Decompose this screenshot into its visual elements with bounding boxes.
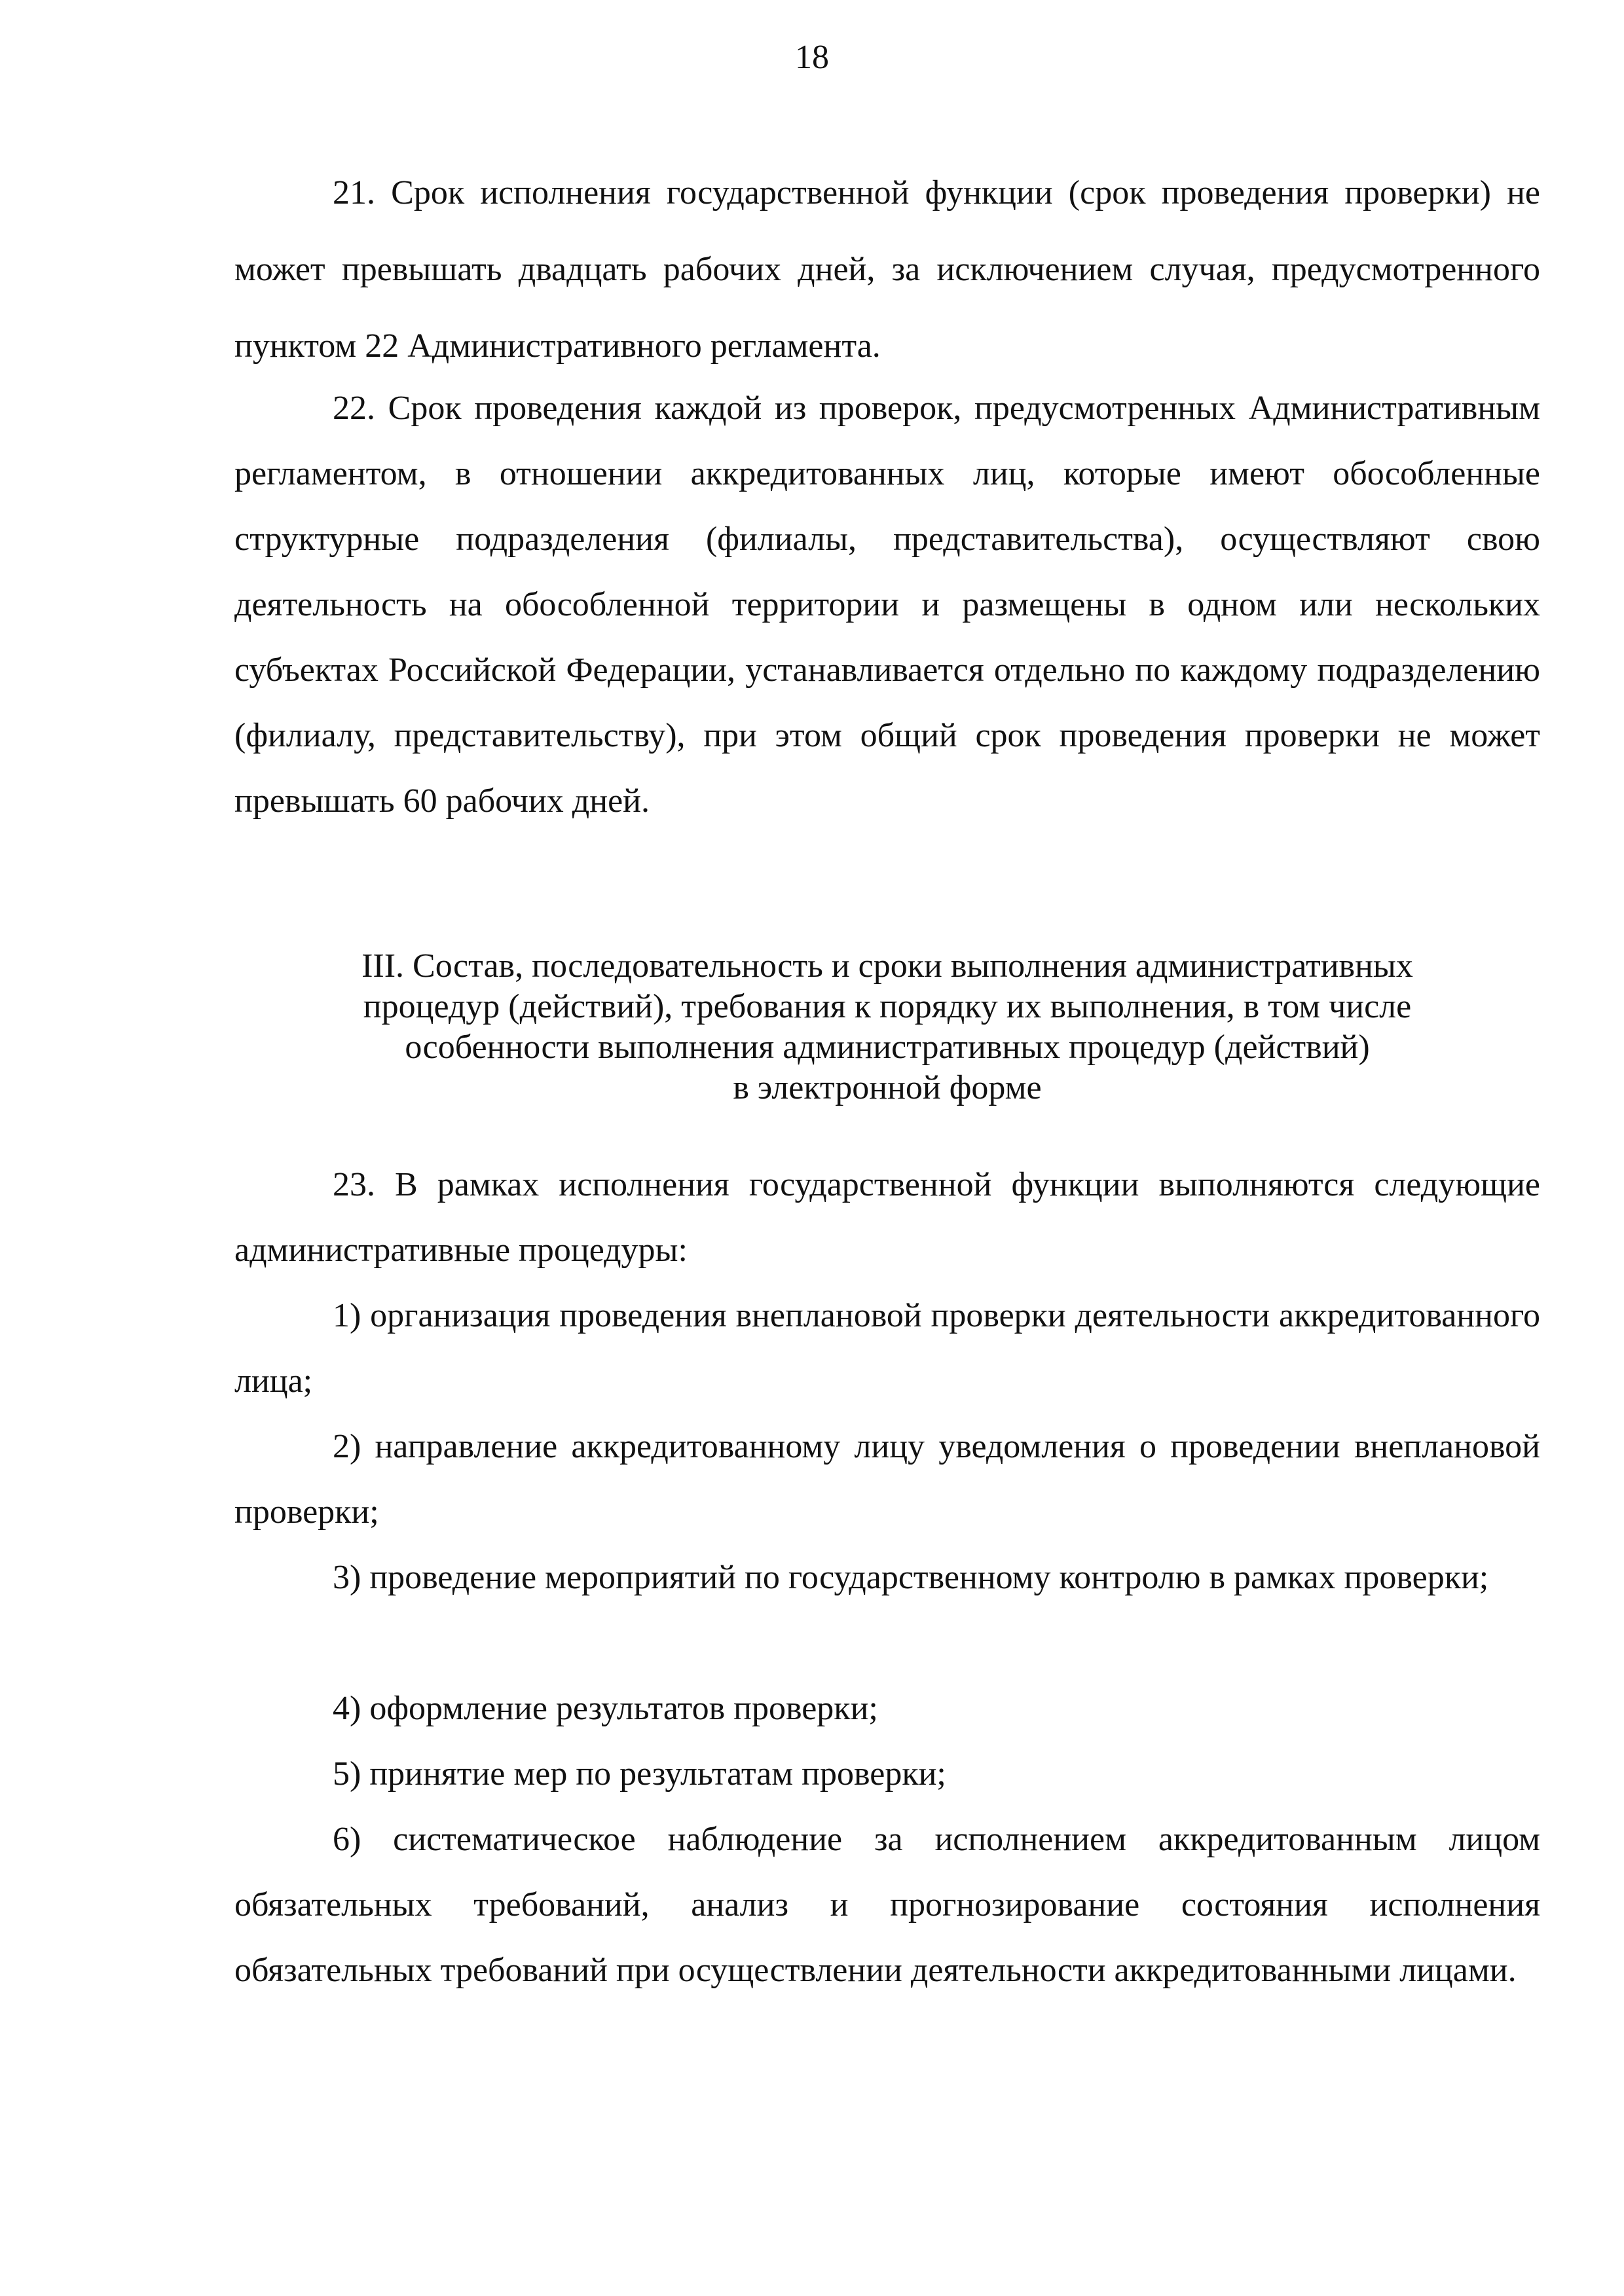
section-heading-line: в электронной форме (733, 1069, 1042, 1106)
section-heading (234, 946, 1540, 1108)
procedure-item-2: 2) направление аккредитованному лицу уведомления о проведении внеплановой проверки; (234, 1428, 1540, 1531)
procedure-item-5: 5) принятие мер по результатам проверки; (333, 1755, 946, 1793)
procedure-item-6: 6) систематическое наблюдение за исполнением аккредитованным лицом обязательных требований, анализ и прогнозирование состояния исполнения обязательных требований при осуществлении деятельности аккредитованными лицами. (234, 1821, 1540, 1989)
paragraph-22: 22. Срок проведения каждой из проверок, предусмотренных Административным регламентом, в отношении аккредитованных лиц, которые имеют обособленные структурные подразделения (филиалы, представительства), осуществляют свою деятельность на обособленной территории и размещены в одном или нескольких субъектах Российской Федерации, устанавливается отдельно по каждому подразделению (филиалу, представительству), при этом общий срок проведения проверки не может превышать 60 рабочих дней. (234, 390, 1540, 820)
procedure-item-1: 1) организация проведения внеплановой проверки деятельности аккредитованного лица; (234, 1297, 1540, 1400)
procedure-item-3: 3) проведение мероприятий по государственному контролю в рамках проверки; (333, 1559, 1489, 1596)
section-heading-line: особенности выполнения административных процедур (действий) (405, 1029, 1370, 1066)
paragraph-21: 21. Срок исполнения государственной функции (срок проведения проверки) не может превышать двадцать рабочих дней, за исключением случая, предусмотренного пунктом 22 Административного регламента. (234, 174, 1540, 365)
paragraph-23: 23. В рамках исполнения государственной функции выполняются следующие административные процедуры: (234, 1166, 1540, 1269)
section-heading-line: III. Состав, последовательность и сроки выполнения административных (361, 947, 1413, 985)
page-number: 18 (795, 39, 829, 76)
section-heading-line: процедур (действий), требования к порядку их выполнения, в том числе (363, 988, 1412, 1025)
procedure-item-4: 4) оформление результатов проверки; (333, 1690, 878, 1727)
